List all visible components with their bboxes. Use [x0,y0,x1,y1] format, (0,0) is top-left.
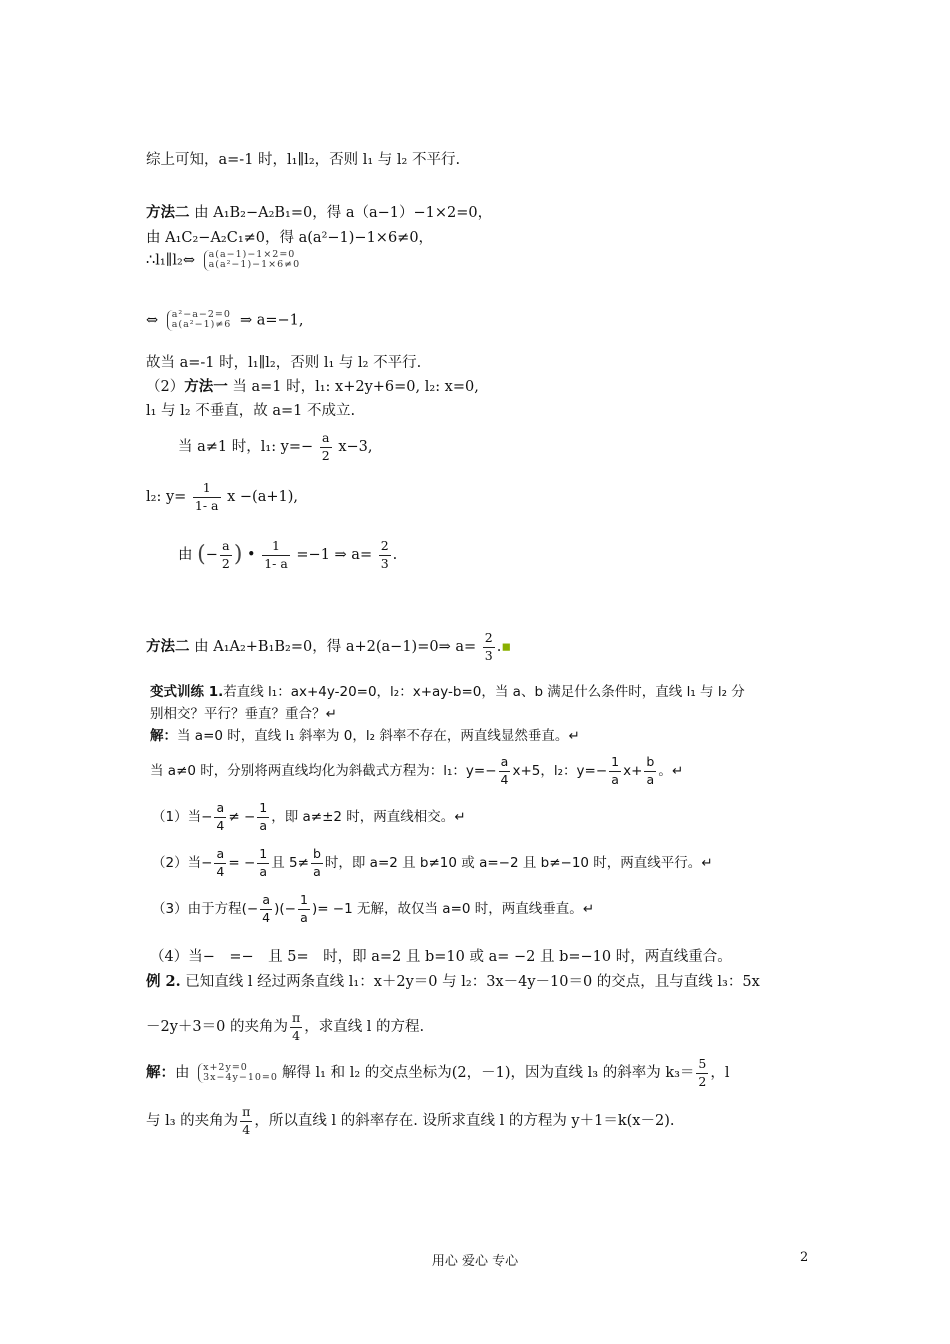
case-2-line: （2）当− $\frac{a}{4}$ = − $\frac{1}{a}$ 且 5≠ $\frac{b}{a}$ 时，即 a=2 且 b≠10 或 a=−2 且 b≠−10 时，两直线平行。↵ [152,846,713,879]
part2-method2-line: 方法二 由 A₁A₂+B₁B₂=0，得 a+2(a−1)=0⇒ a= $\frac{2}{3}$ .▪ [146,630,512,663]
fraction-1-over-a: $\frac{1}{a}$ [611,754,620,787]
case-4-line: （4）当− =− 且 5= 时，即 a=2 且 b=10 或 a= −2 且 b=−10 时，两直线重合。 [150,949,732,965]
case3-fraction-2: $\frac{1}{a}$ [299,892,308,925]
fraction-1-over-1-minus-a: $\frac{1}{1- a}$ [194,480,219,513]
variant-training-text: 若直线 l₁：ax+4y-20=0，l₂：x+ay-b=0，当 a、b 满足什么条件时，直线 l₁ 与 l₂ 分 [223,684,745,700]
method2-d-result: ⇒ a=−1, [239,312,304,329]
case2-fraction-2: $\frac{1}{a}$ [259,846,268,879]
variant-solution-line [150,726,580,746]
part2-line-e: 由 (− $\frac{a}{2}$ ) • $\frac{1}{1- a}$ =−1 ⇒ a= $\frac{2}{3}$ . [178,538,398,571]
part2-line-b: l₁ 与 l₂ 不垂直，故 a=1 不成立. [146,403,356,419]
case3-fraction-1: $\frac{a}{4}$ [262,892,271,925]
fraction-a-over-4: $\frac{a}{4}$ [500,754,509,787]
fraction-pi-over-4-b: $\frac{\pi}{4}$ [242,1104,251,1137]
case2-fraction-3: $\frac{b}{a}$ [312,846,321,879]
equation-system-3: x+2y=0 3x−4y−10=0 [198,1063,278,1084]
part2-method2-title: 方法二 [146,638,190,655]
example2-solution-label: 解： [146,1064,175,1081]
method2-c-prefix: ∴l₁∥l₂⇔ [146,252,195,269]
example2-line-1 [146,972,760,992]
part2-text-a: 当 a=1 时，l₁: x+2y+6=0, l₂: x=0, [232,379,479,395]
example2-line-2: －2y＋3＝0 的夹角为 $\frac{\pi}{4}$ ，求直线 l 的方程. [146,1010,425,1043]
part2-c-prefix: 当 a≠1 时，l₁: y=− [178,439,314,455]
part2-method1-title: 方法一 [184,378,228,395]
part2-label: （2） [146,379,185,395]
method2-line-b: 由 A₁C₂−A₂C₁≠0，得 a(a²−1)−1×6≠0， [146,230,434,246]
case1-fraction-2: $\frac{1}{a}$ [259,800,268,833]
variant-training-line-2: 别相交？平行？垂直？重合？↵ [150,706,337,722]
fraction-e2: $\frac{1}{1- a}$ [264,538,288,571]
system2-row1: a²−a−2=0 [171,309,231,320]
fraction-pi-over-4: $\frac{\pi}{4}$ [291,1010,301,1043]
method2-line-d [146,310,303,331]
case-1-line: （1）当− $\frac{a}{4}$ ≠ − $\frac{1}{a}$ ，即 a≠±2 时，两直线相交。↵ [152,800,466,833]
solution-line-1: 解：由 x+2y=0 3x−4y−10=0 解得 l₁ 和 l₂ 的交点坐标为(2，－1)，因为直线 l₃ 的斜率为 k₃＝ $\frac{5}{2}$ ，l [146,1056,730,1089]
solution-text: 当 a=0 时，直线 l₁ 斜率为 0，l₂ 斜率不存在，两直线显然垂直。↵ [177,728,580,744]
slope-intercept-line: 当 a≠0 时，分别将两直线均化为斜截式方程为：l₁：y=− $\frac{a}{4}$ x+5，l₂：y=− $\frac{1}{a}$ x+ $\frac{b}{a}$ 。↵ [150,754,684,787]
fraction-5-over-2: $\frac{5}{2}$ [698,1056,707,1089]
solution-line-2: 与 l₃ 的夹角为 $\frac{\pi}{4}$ ，所以直线 l 的斜率存在. 设所求直线 l 的方程为 y＋1＝k(x－2). [146,1104,675,1137]
multiply-dot: • [247,547,256,563]
part2-d-prefix: l₂: y= [146,489,187,505]
case2-fraction-1: $\frac{a}{4}$ [216,846,225,879]
part2-e-eq: =−1 ⇒ a= [296,547,373,563]
case-3-line: （3）由于方程(− $\frac{a}{4}$ )(− $\frac{1}{a}$ )= −1 无解，故仅当 a=0 时，两直线垂直。↵ [152,892,595,925]
system2-row2: a(a²−1)≠6 [171,319,232,331]
equation-system-1 [204,250,301,271]
method2-line-a [146,203,492,223]
solution-label: 解： [150,728,177,744]
part2-method2-text: 由 A₁A₂+B₁B₂=0，得 a+2(a−1)=0⇒ a= [194,639,477,655]
method2-line-c [146,250,304,271]
fraction-a-over-2: $\frac{a}{2}$ [321,430,330,463]
equation-system-2 [167,310,232,331]
example2-text: 已知直线 l 经过两条直线 l₁：x＋2y＝0 与 l₂：3x－4y－10＝0 的交点，且与直线 l₃：5x [185,974,760,990]
example2-label: 例 2. [146,973,181,990]
page-footer: 用心 爱心 专心 [431,1254,519,1269]
part2-line-a [146,377,479,397]
conclusion-line: 综上可知，a=-1 时，l₁∥l₂，否则 l₁ 与 l₂ 不平行. [146,152,461,168]
fraction-b-over-a: $\frac{b}{a}$ [646,754,655,787]
fraction-e3: $\frac{2}{3}$ [380,538,389,571]
fraction-2-over-3: $\frac{2}{3}$ [484,630,493,663]
method2-title: 方法二 [146,204,190,221]
case1-fraction-1: $\frac{a}{4}$ [216,800,225,833]
method2-line-e: 故当 a=-1 时，l₁∥l₂，否则 l₁ 与 l₂ 不平行. [146,355,422,371]
system1-row2: a(a²−1)−1×6≠0 [208,259,301,271]
fraction-e1: $\frac{a}{2}$ [221,538,230,571]
method2-d-prefix: ⇔ [146,312,159,329]
part2-line-d [146,482,298,512]
page-number: 2 [800,1250,809,1265]
variant-training-line-1 [150,682,745,702]
part2-e-prefix: 由 [178,547,193,563]
part2-d-suffix: x −(a+1), [227,489,299,505]
variant-training-title: 变式训练 1. [150,684,224,700]
part2-line-c [178,432,373,462]
system1-row1: a(a−1)−1×2=0 [208,249,296,260]
part2-c-suffix: x−3, [338,439,373,455]
method2-text-a: 由 A₁B₂−A₂B₁=0，得 a（a−1）−1×2=0， [194,205,493,221]
